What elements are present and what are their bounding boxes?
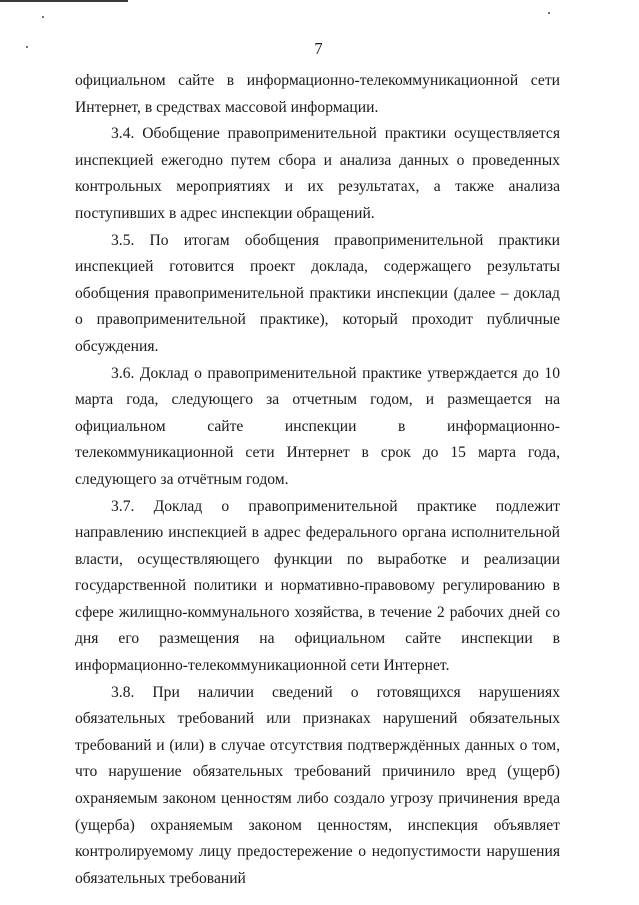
paragraph-3-4: 3.4. Обобщение правоприменительной практики осуществляется инспекцией ежегодно путем сбора и анализа данных о проведенных контрольных мероприятиях и их результатах, а также анализа поступивших в адрес инспекции обращений. xyxy=(75,125,560,222)
scan-speck xyxy=(42,16,44,18)
paragraph-3-8: 3.8. При наличии сведений о готовящихся нарушениях обязательных требований или признаках нарушений обязательных требований и (или) в случае отсутствия подтверждённых данных о том, что нарушение обязательных требований причинило вред (ущерб) охраняемым законом ценностям либо создало угрозу причинения вреда (ущерба) охраняемым законом ценностям, инспекция объявляет контролируемому лицу предостережение о недопустимости нарушения обязательных требований xyxy=(75,683,560,887)
scan-top-line xyxy=(0,0,128,2)
paragraph-continuation: официальном сайте в информационно-телекоммуникационной сети Интернет, в средствах массовой информации. xyxy=(75,72,560,116)
page-number: 7 xyxy=(314,39,323,58)
paragraph-3-6: 3.6. Доклад о правоприменительной практике утверждается до 10 марта года, следующего за отчетным годом, и размещается на официальном сайте инспекции в информационно-телекоммуникационной сети Интернет в срок до 15 марта года, следующего за отчётным годом. xyxy=(75,364,560,488)
scan-speck xyxy=(548,12,550,14)
paragraph-3-7: 3.7. Доклад о правоприменительной практике подлежит направлению инспекцией в адрес федерального органа исполнительной власти, осуществляющего функции по выработке и реализации государственной политики и нормативно-правовому регулированию в сфере жилищно-коммунального хозяйства, в течение 2 рабочих дней со дня его размещения на официальном сайте инспекции в информационно-телекоммуникационной сети Интернет. xyxy=(75,497,560,675)
paragraph-3-5: 3.5. По итогам обобщения правоприменительной практики инспекцией готовится проект доклада, содержащего результаты обобщения правоприменительной практики инспекции (далее – доклад о правоприменительной практике), который проходит публичные обсуждения. xyxy=(75,231,560,355)
document-body xyxy=(75,68,560,892)
